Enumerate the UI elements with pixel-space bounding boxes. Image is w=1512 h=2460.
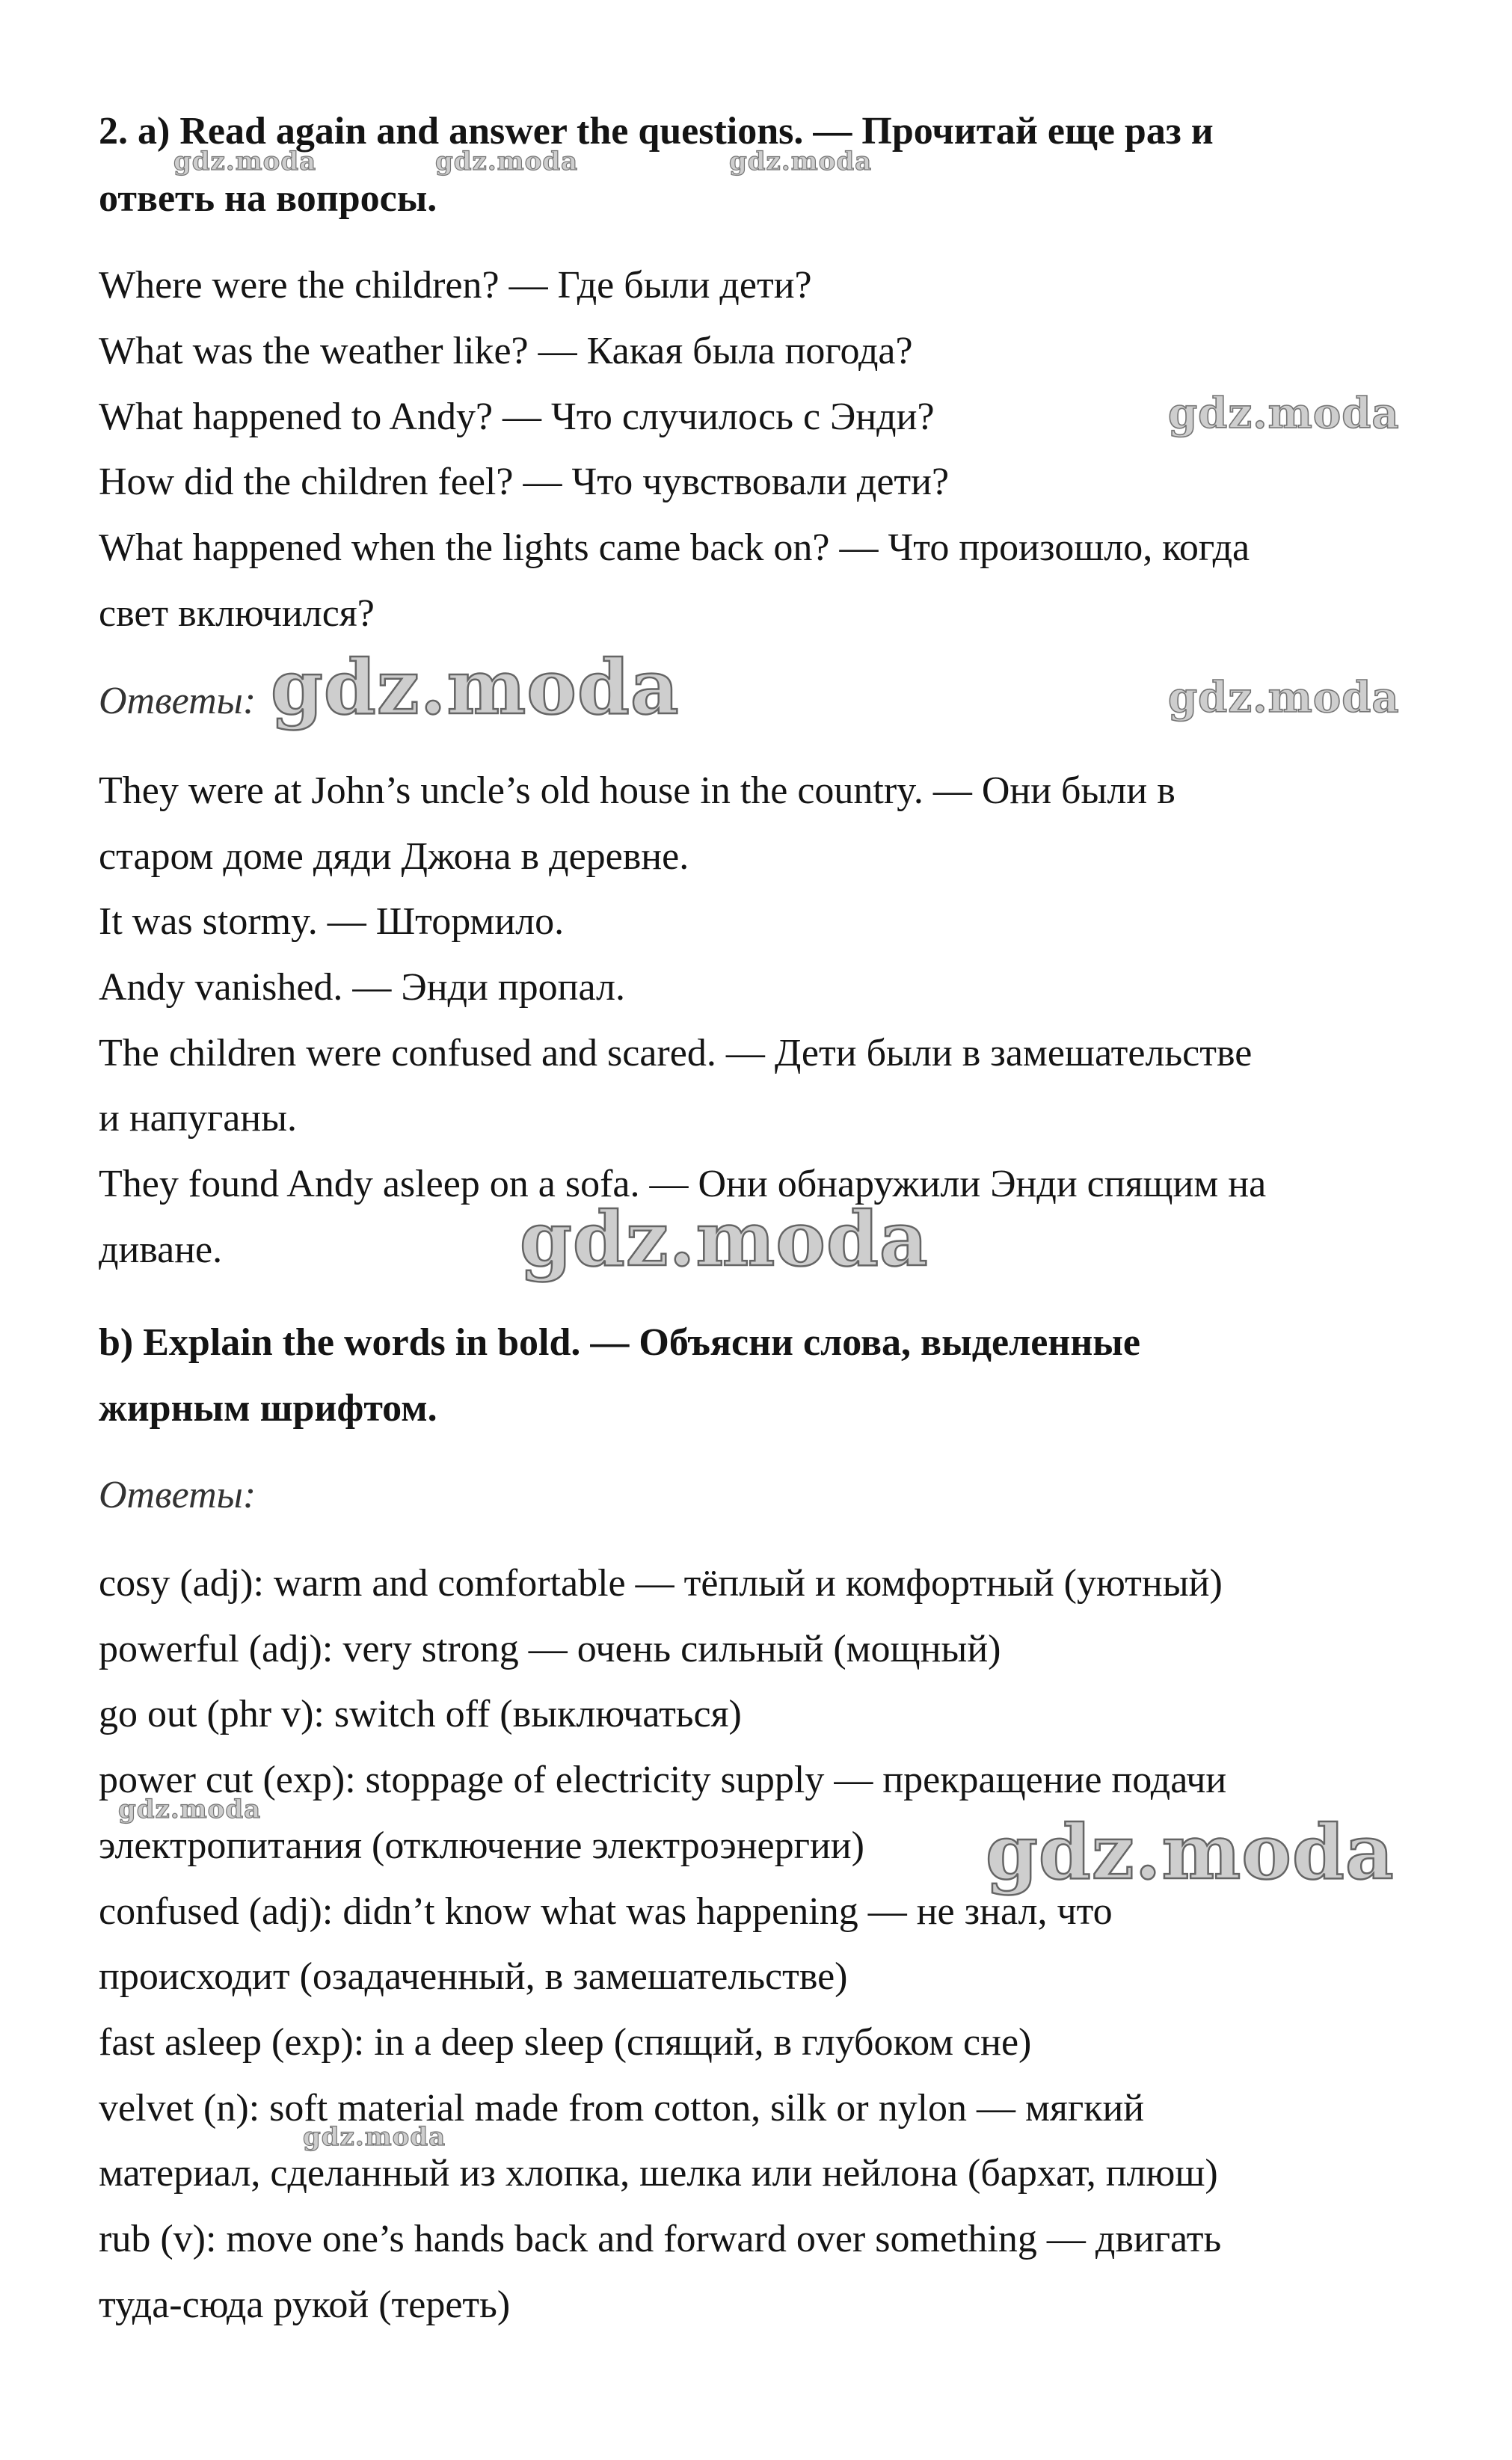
answer-line: They found Andy asleep on a sofa. — Они обнаружили Энди спящим на — [99, 1163, 1267, 1205]
task-2a-heading-line-2: ответь на вопросы. — [99, 177, 437, 220]
question-line: What happened to Andy? — Что случилось с Энди? — [99, 396, 935, 438]
answer-line: диване. — [99, 1229, 223, 1271]
watermark-logo: gdz.moda — [271, 643, 680, 731]
vocab-line: confused (adj): didn’t know what was happening — не знал, что — [99, 1890, 1113, 1933]
watermark-logo: gdz.moda — [1168, 673, 1400, 722]
vocab-line: cosy (adj): warm and comfortable — тёплый и комфортный (уютный) — [99, 1562, 1223, 1605]
watermark-logo: gdz.moda — [118, 1795, 262, 1824]
answer-line: Andy vanished. — Энди пропал. — [99, 966, 625, 1009]
vocab-line: fast asleep (exp): in a deep sleep (спящий, в глубоком сне) — [99, 2021, 1032, 2064]
vocab-line: velvet (n): soft material made from cotton, silk or nylon — мягкий — [99, 2087, 1145, 2130]
vocab-line: электропитания (отключение электроэнергии) — [99, 1824, 864, 1867]
answer-line: It was stormy. — Штормило. — [99, 900, 565, 943]
watermark-logo: gdz.moda — [986, 1808, 1395, 1896]
answer-line: старом доме дяди Джона в деревне. — [99, 835, 689, 878]
watermark-logo: gdz.moda — [173, 147, 317, 176]
vocab-line: материал, сделанный из хлопка, шелка или нейлона (бархат, плюш) — [99, 2152, 1218, 2195]
task-2b-heading-line-2: жирным шрифтом. — [99, 1387, 437, 1430]
watermark-logo: gdz.moda — [729, 147, 873, 176]
watermark-logo: gdz.moda — [435, 147, 579, 176]
answers-label: Ответы: — [99, 680, 256, 722]
question-line: How did the children feel? — Что чувствовали дети? — [99, 461, 950, 503]
vocab-line: go out (phr v): switch off (выключаться) — [99, 1693, 742, 1735]
answers-label: Ответы: — [99, 1474, 256, 1516]
question-line: What was the weather like? — Какая была погода? — [99, 330, 913, 372]
watermark-logo: gdz.moda — [520, 1195, 929, 1283]
vocab-line: powerful (adj): very strong — очень сильный (мощный) — [99, 1628, 1001, 1670]
answer-line: They were at John’s uncle’s old house in the country. — Они были в — [99, 769, 1176, 812]
answer-line: The children were confused and scared. — Дети были в замешательстве — [99, 1032, 1253, 1074]
vocab-line: rub (v): move one’s hands back and forward over something — двигать — [99, 2218, 1222, 2260]
question-line: Where were the children? — Где были дети? — [99, 264, 812, 307]
vocab-line: туда-сюда рукой (тереть) — [99, 2284, 511, 2326]
task-2a-heading-line-1: 2. a) Read again and answer the questions. — Прочитай еще раз и — [99, 110, 1214, 153]
question-line: What happened when the lights came back on? — Что произошло, когда — [99, 526, 1250, 569]
watermark-logo: gdz.moda — [303, 2122, 446, 2152]
task-2b-heading-line-1: b) Explain the words in bold. — Объясни слова, выделенные — [99, 1321, 1140, 1364]
question-line: свет включился? — [99, 592, 375, 635]
answer-line: и напуганы. — [99, 1097, 298, 1140]
watermark-logo: gdz.moda — [1168, 389, 1400, 438]
vocab-line: происходит (озадаченный, в замешательстве) — [99, 1955, 848, 1998]
vocab-line: power cut (exp): stoppage of electricity supply — прекращение подачи — [99, 1759, 1227, 1801]
